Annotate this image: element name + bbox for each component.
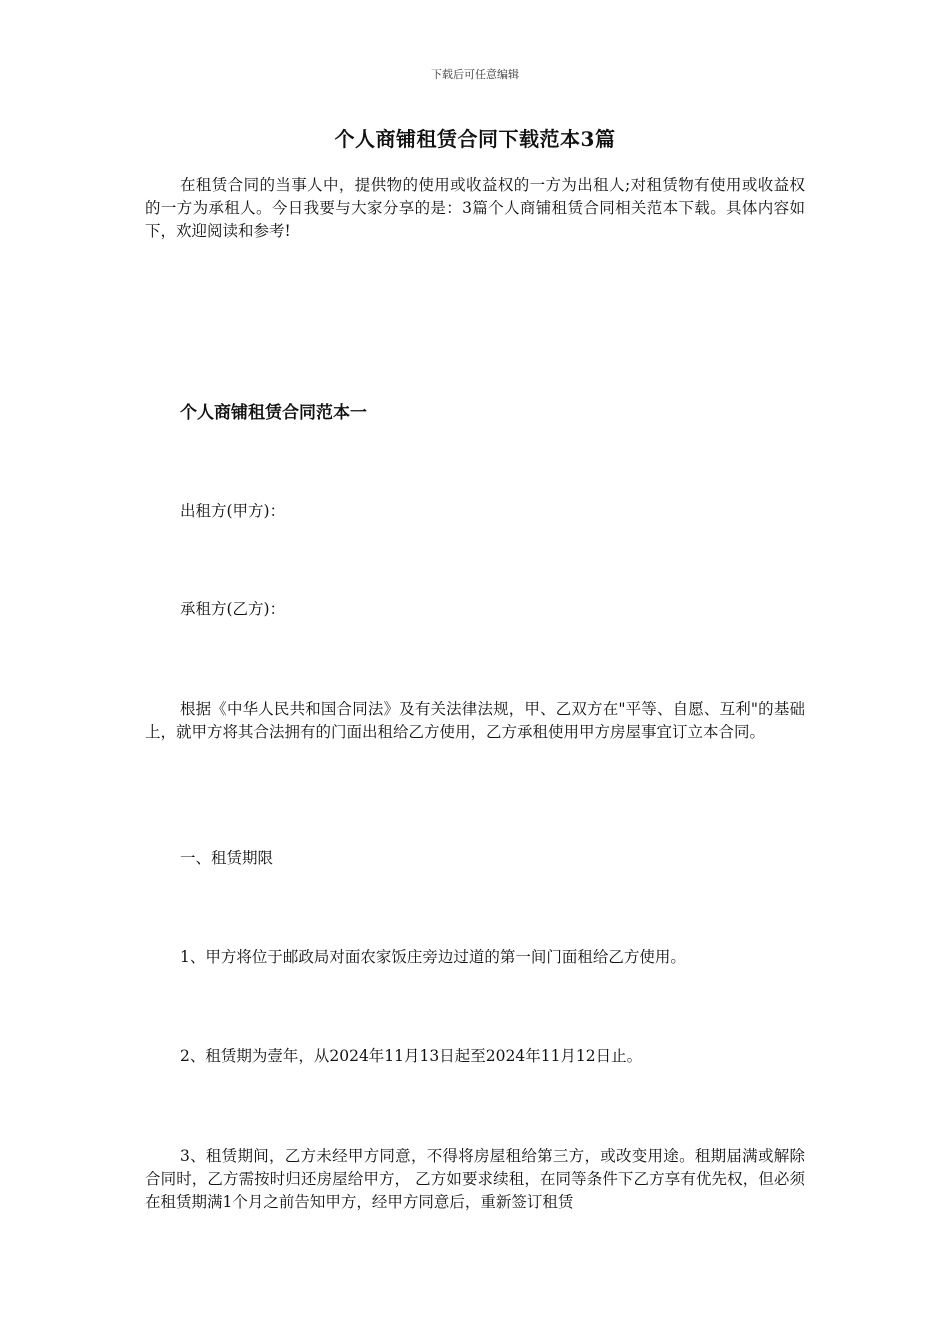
lessor-line: 出租方(甲方)： — [180, 502, 286, 520]
clause-item-2: 2、租赁期为壹年，从2024年11月13日起至2024年11月12日止。 — [180, 1047, 643, 1065]
clause-heading: 一、租赁期限 — [180, 849, 274, 867]
section-heading: 个人商铺租赁合同范本一 — [180, 403, 367, 423]
header-note: 下载后可任意编辑 — [431, 68, 519, 81]
intro-paragraph: 在租赁合同的当事人中，提供物的使用或收益权的一方为出租人;对租赁物有使用或收益权的一方为承租人。今日我要与大家分享的是：3篇个人商铺租赁合同相关范本下载。具体内容如下，欢迎阅读和参考! — [145, 176, 805, 240]
lessee-line: 承租方(乙方)： — [180, 600, 286, 618]
preamble-paragraph: 根据《中华人民共和国合同法》及有关法律法规，甲、乙双方在"平等、自愿、互利"的基础上，就甲方将其合法拥有的门面出租给乙方使用，乙方承租使用甲方房屋事宜订立本合同。 — [145, 700, 805, 741]
clause-item-1: 1、甲方将位于邮政局对面农家饭庄旁边过道的第一间门面租给乙方使用。 — [180, 948, 686, 966]
document-title: 个人商铺租赁合同下载范本3篇 — [334, 127, 616, 151]
clause-item-3: 3、租赁期间，乙方未经甲方同意，不得将房屋租给第三方，或改变用途。租期届满或解除合同时，乙方需按时归还房屋给甲方， 乙方如要求续租，在同等条件下乙方享有优先权，但必须在租赁期满1个月之前告知甲方，经甲方同意后，重新签订租赁 — [145, 1147, 805, 1211]
